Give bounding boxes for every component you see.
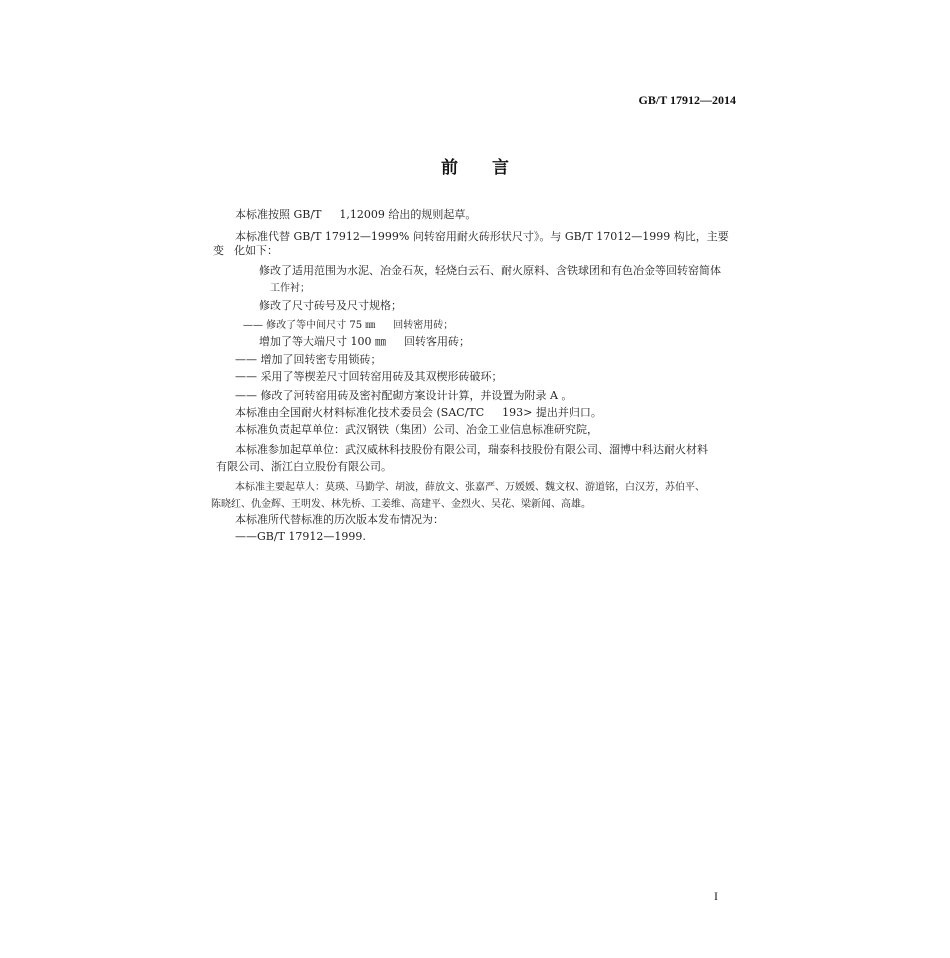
body-line-1 xyxy=(235,207,476,222)
body-line-12 xyxy=(235,405,602,420)
body-line-3a: 变 xyxy=(213,244,224,257)
body-line-2: 本标准代替 GB/T 17912—1999% 问转窑用耐火砖形状尺寸》。与 GB/T 17012—1999 构比，主要 xyxy=(235,230,729,243)
title-char-2: 言 xyxy=(492,158,509,178)
body-line-7 xyxy=(243,318,453,333)
body-line-8b: 回转客用砖； xyxy=(404,335,470,348)
body-line-15: 有限公司、浙江白立股份有限公司。 xyxy=(216,460,392,473)
body-line-18: 本标准所代替标准的历次版本发布情况为： xyxy=(235,513,444,526)
body-line-3b: 化如下： xyxy=(234,244,278,257)
body-line-9: —— 增加了回转密专用锁砖； xyxy=(235,353,382,366)
body-line-4: 修改了适用范围为水泥、冶金石灰，轻烧白云石、耐火原料、含铁球团和有色冶金等回转窑简体 xyxy=(259,264,721,277)
body-line-7b: 回转密用砖； xyxy=(393,320,454,331)
body-line-1b: 1,12009 给出的规则起草。 xyxy=(339,208,477,221)
body-line-16: 本标准主要起草人：莫瑛、马勤学、胡波，薛放文、张嘉严、万媛媛、魏文权、游道铭，白汉芳，苏伯平、 xyxy=(235,482,705,493)
page-title xyxy=(0,153,950,178)
body-line-14: 本标准参加起草单位：武汉威林科技股份有限公司，瑞泰科技股份有限公司、溜博中科达耐火材料 xyxy=(235,443,708,456)
body-line-8 xyxy=(259,334,470,349)
body-line-12b: 193> 提出并归口。 xyxy=(502,406,602,419)
body-line-10: —— 采用了等楔差尺寸回转窑用砖及其双楔形砖破环； xyxy=(235,370,503,383)
body-line-1a: 本标准按照 GB/T xyxy=(235,208,322,221)
title-char-1: 前 xyxy=(441,158,458,178)
body-line-19: ——GB/T 17912—1999. xyxy=(235,530,366,543)
body-line-3 xyxy=(213,243,278,258)
standard-code: GB/T 17912—2014 xyxy=(638,93,736,107)
body-line-5: 工作衬； xyxy=(270,283,310,294)
body-line-17: 陈晓红、仇金辉、王明发、林先桥、工姜维、高建平、金烈火、吴花、梁新闻、高雄。 xyxy=(211,499,591,510)
body-line-11: —— 修改了河转窑用砖及密衬配砌方案设计计算，并设置为附录 A 。 xyxy=(235,389,573,402)
page-number: I xyxy=(714,889,718,903)
body-line-7a: —— 修改了等中间尺寸 75 ㎜ xyxy=(243,320,376,331)
body-line-6: 修改了尺寸砖号及尺寸规格； xyxy=(259,299,402,312)
body-line-12a: 本标准由全国耐火材料标准化技术委员会 (SAC/TC xyxy=(235,406,485,419)
body-line-8a: 增加了等大端尺寸 100 ㎜ xyxy=(259,335,386,348)
body-line-13: 本标准负责起草单位：武汉钢铁（集团）公司、冶金工业信息标准研究院， xyxy=(235,423,598,436)
